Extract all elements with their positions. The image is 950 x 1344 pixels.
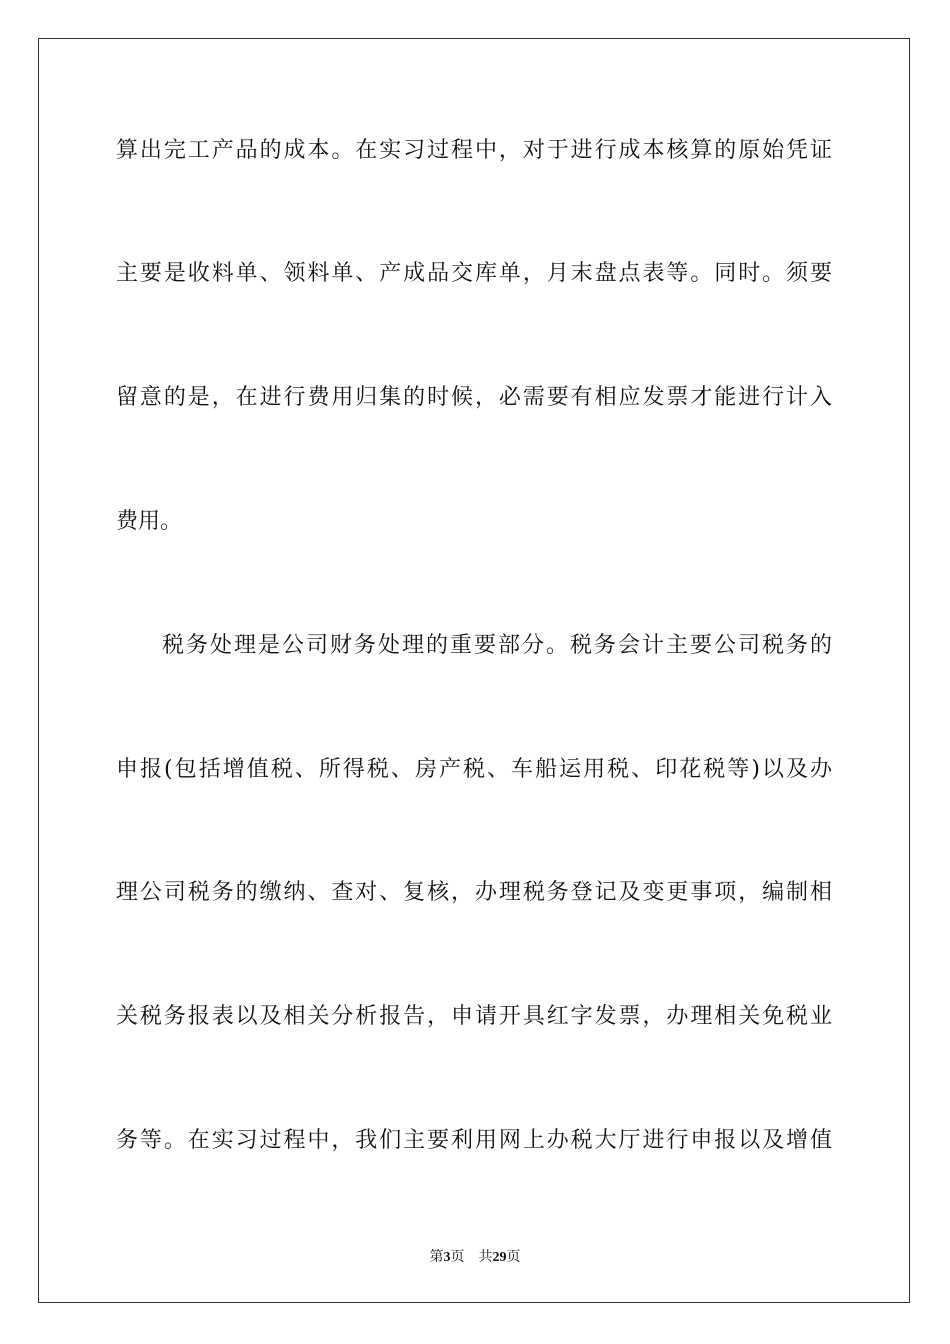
- body-text-line: 主要是收料单、领料单、产成品交库单，月末盘点表等。同时。须要: [116, 261, 832, 286]
- page-number: 3: [443, 1250, 451, 1265]
- page-footer: [0, 1248, 950, 1267]
- body-text-line: 申报(包括增值税、所得税、房产税、车船运用税、印花税等)以及办: [116, 757, 832, 782]
- body-text-line: 关税务报表以及相关分析报告，申请开具红字发票，办理相关免税业: [116, 1004, 832, 1029]
- total-pages: 29: [492, 1250, 507, 1265]
- body-text-line: 留意的是，在进行费用归集的时候，必需要有相应发票才能进行计入: [116, 385, 832, 410]
- paragraph-first-line: 税务处理是公司财务处理的重要部分。税务会计主要公司税务的: [162, 633, 832, 658]
- body-text-line: 务等。在实习过程中，我们主要利用网上办税大厅进行申报以及增值: [116, 1128, 832, 1153]
- body-text-line: 费用。: [116, 509, 183, 534]
- total-suffix: 页: [506, 1249, 521, 1265]
- total-prefix: 共: [478, 1249, 493, 1265]
- body-text-line: 理公司税务的缴纳、查对、复核，办理税务登记及变更事项，编制相: [116, 880, 832, 905]
- body-text-line: 算出完工产品的成本。在实习过程中，对于进行成本核算的原始凭证: [116, 138, 832, 163]
- page-border: [38, 38, 910, 1303]
- page-prefix: 第: [429, 1249, 444, 1265]
- page-suffix: 页: [450, 1249, 465, 1265]
